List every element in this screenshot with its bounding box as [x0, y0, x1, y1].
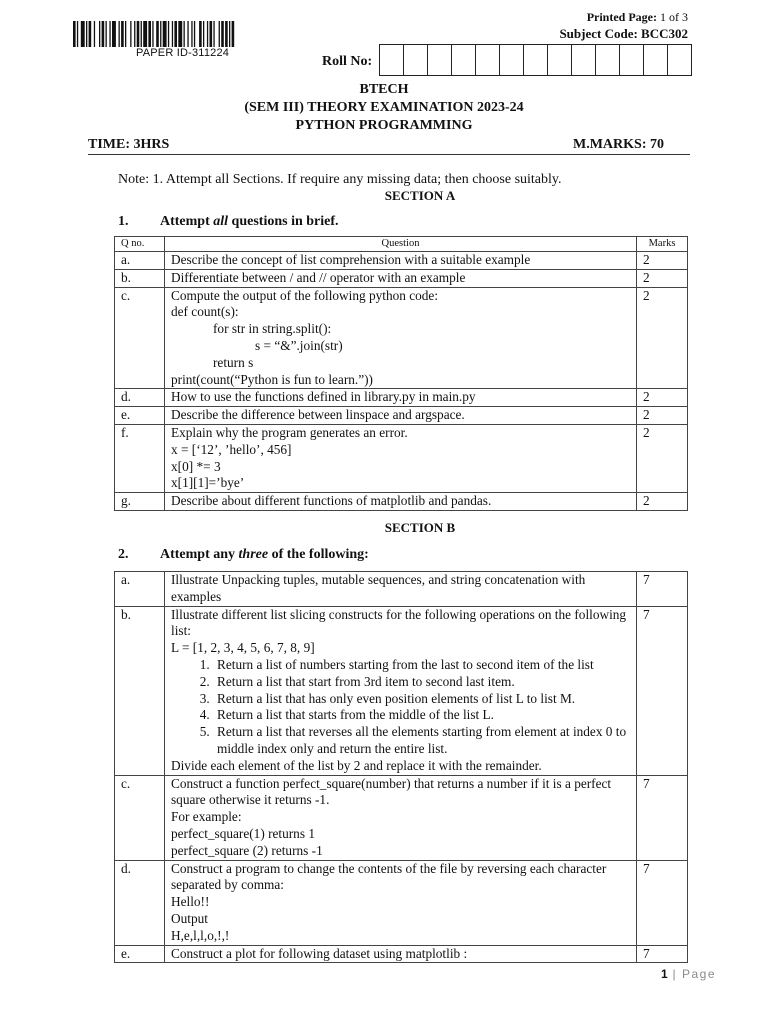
question-line: x[1][1]=’bye’	[171, 475, 245, 491]
question-line: Illustrate different list slicing constructs for the following operations on the following list:	[171, 606, 627, 639]
page-number: 1	[660, 967, 668, 981]
question-line: For example:	[171, 809, 242, 825]
question-label: d.	[115, 389, 165, 407]
question-text	[165, 945, 637, 963]
question-text	[165, 407, 637, 425]
table-row	[115, 945, 688, 963]
question-label: a.	[115, 572, 165, 607]
roll-no-digit-box[interactable]	[452, 45, 476, 75]
question-line: def count(s):	[171, 304, 239, 320]
roll-no-boxes[interactable]	[379, 44, 692, 76]
question-label: a.	[115, 252, 165, 270]
question-label: e.	[115, 945, 165, 963]
question-text	[165, 424, 637, 492]
roll-no-label: Roll No:	[322, 54, 373, 69]
list-item: 2. Return a list that start from 3rd item to second last item.	[213, 674, 630, 691]
question-label: c.	[115, 287, 165, 389]
question-line: H,e,l,l,o,!,!	[171, 927, 230, 943]
roll-no-digit-box[interactable]	[548, 45, 572, 75]
table-header-row	[115, 237, 688, 252]
note: Note: 1. Attempt all Sections. If require any missing data; then choose suitably.	[118, 172, 562, 187]
course-title: BTECH	[359, 82, 409, 97]
table-row	[115, 407, 688, 425]
list-item: 4. Return a list that starts from the middle of the list L.	[213, 707, 630, 724]
col-qno: Q no.	[115, 237, 165, 252]
question-line: Describe the concept of list comprehension with a suitable example	[171, 252, 531, 267]
question-instruction: Attempt any three of the following:	[160, 547, 369, 562]
question-label: b.	[115, 269, 165, 287]
question-marks: 2	[637, 493, 688, 511]
sub-question-list	[171, 657, 630, 758]
col-question: Question	[165, 237, 637, 252]
question-marks: 2	[637, 389, 688, 407]
question-text	[165, 252, 637, 270]
question-line: x = [‘12’, ’hello’, 456]	[171, 441, 292, 457]
page-word: Page	[681, 967, 716, 981]
roll-no-digit-box[interactable]	[668, 45, 691, 75]
page-footer	[661, 967, 716, 981]
exam-title: (SEM III) THEORY EXAMINATION 2023-24	[244, 100, 524, 115]
question-line: x[0] *= 3	[171, 458, 221, 474]
question-line: Describe about different functions of matplotlib and pandas.	[171, 493, 492, 509]
question-label: c.	[115, 775, 165, 860]
question-marks: 2	[637, 287, 688, 389]
question-line: Construct a plot for following dataset using matplotlib :	[171, 945, 468, 961]
question-text	[165, 606, 637, 775]
question-marks: 7	[637, 945, 688, 963]
paper-id: PAPER ID-311224	[136, 47, 230, 59]
question-label: g.	[115, 493, 165, 511]
question-line: return s	[213, 354, 254, 370]
question-line: Divide each element of the list by 2 and replace it with the remainder.	[171, 757, 542, 773]
roll-no-digit-box[interactable]	[620, 45, 644, 75]
question-line: Describe the difference between linspace and argspace.	[171, 407, 465, 423]
question-marks: 7	[637, 860, 688, 945]
question-text	[165, 775, 637, 860]
section-b-title: SECTION B	[384, 520, 456, 535]
section-b-table	[114, 571, 688, 963]
question-line: Differentiate between / and // operator with an example	[171, 269, 466, 285]
question-text	[165, 269, 637, 287]
question-text	[165, 287, 637, 389]
table-row	[115, 389, 688, 407]
table-row	[115, 252, 688, 270]
question-line: L = [1, 2, 3, 4, 5, 6, 7, 8, 9]	[171, 640, 315, 656]
question-number: 2.	[118, 547, 129, 562]
question-marks: 7	[637, 606, 688, 775]
question-marks: 2	[637, 407, 688, 425]
question-marks: 7	[637, 572, 688, 607]
time-label: TIME: 3HRS	[88, 137, 170, 152]
question-line: Compute the output of the following python code:	[171, 287, 439, 303]
roll-no-digit-box[interactable]	[380, 45, 404, 75]
section-a-table	[114, 236, 688, 511]
table-row	[115, 287, 688, 389]
printed-page-value: 1 of 3	[660, 10, 688, 24]
question-text	[165, 493, 637, 511]
question-label: f.	[115, 424, 165, 492]
question-line: Construct a function perfect_square(number) that returns a number if it is a perfect square otherwise it returns -1.	[171, 775, 612, 808]
list-item: 1. Return a list of numbers starting from the last to second item of the list	[213, 657, 630, 674]
question-line: Hello!!	[171, 894, 210, 910]
question-label: e.	[115, 407, 165, 425]
roll-no-digit-box[interactable]	[644, 45, 668, 75]
roll-no-digit-box[interactable]	[500, 45, 524, 75]
question-line: perfect_square(1) returns 1	[171, 825, 315, 841]
list-item: 3. Return a list that has only even position elements of list L to list M.	[213, 691, 630, 708]
list-item: 5. Return a list that reverses all the elements starting from element at index 0 to middle index only and return the entire list.	[213, 724, 630, 758]
question-label: b.	[115, 606, 165, 775]
question-text	[165, 572, 637, 607]
question-text	[165, 860, 637, 945]
question-number: 1.	[118, 214, 129, 229]
table-row	[115, 606, 688, 775]
table-row	[115, 493, 688, 511]
subject-title: PYTHON PROGRAMMING	[295, 118, 473, 133]
question-line: for str in string.split():	[213, 321, 332, 337]
roll-no-digit-box[interactable]	[428, 45, 452, 75]
question-line: s = “&”.join(str)	[255, 337, 343, 353]
roll-no-digit-box[interactable]	[404, 45, 428, 75]
table-row	[115, 860, 688, 945]
header-divider	[88, 154, 690, 155]
barcode	[73, 21, 287, 47]
question-text	[165, 389, 637, 407]
question-marks: 7	[637, 775, 688, 860]
table-row	[115, 424, 688, 492]
table-row	[115, 572, 688, 607]
question-line: Illustrate Unpacking tuples, mutable sequences, and string concatenation with examples	[171, 572, 586, 604]
roll-no-digit-box[interactable]	[596, 45, 620, 75]
roll-no-digit-box[interactable]	[524, 45, 548, 75]
printed-page-label: Printed Page:	[586, 10, 657, 24]
roll-no-digit-box[interactable]	[572, 45, 596, 75]
question-instruction: Attempt all questions in brief.	[160, 214, 339, 229]
subject-code-value: BCC302	[641, 26, 688, 41]
max-marks-label: M.MARKS: 70	[573, 137, 664, 152]
table-row	[115, 775, 688, 860]
subject-code	[559, 26, 688, 42]
page-separator: |	[667, 967, 682, 981]
question-marks: 2	[637, 269, 688, 287]
col-marks: Marks	[637, 237, 688, 252]
table-row	[115, 269, 688, 287]
question-line: Explain why the program generates an error.	[171, 424, 408, 440]
question-line: perfect_square (2) returns -1	[171, 842, 323, 858]
question-label: d.	[115, 860, 165, 945]
question-line: How to use the functions defined in library.py in main.py	[171, 389, 476, 405]
roll-no-digit-box[interactable]	[476, 45, 500, 75]
question-line: Construct a program to change the contents of the file by reversing each character separated by comma:	[171, 860, 607, 893]
question-line: Output	[171, 910, 208, 926]
question-marks: 2	[637, 252, 688, 270]
question-marks: 2	[637, 424, 688, 492]
printed-page	[587, 10, 688, 25]
question-line: print(count(“Python is fun to learn.”))	[171, 371, 373, 387]
section-a-title: SECTION A	[384, 188, 456, 203]
subject-code-label: Subject Code:	[559, 26, 638, 41]
